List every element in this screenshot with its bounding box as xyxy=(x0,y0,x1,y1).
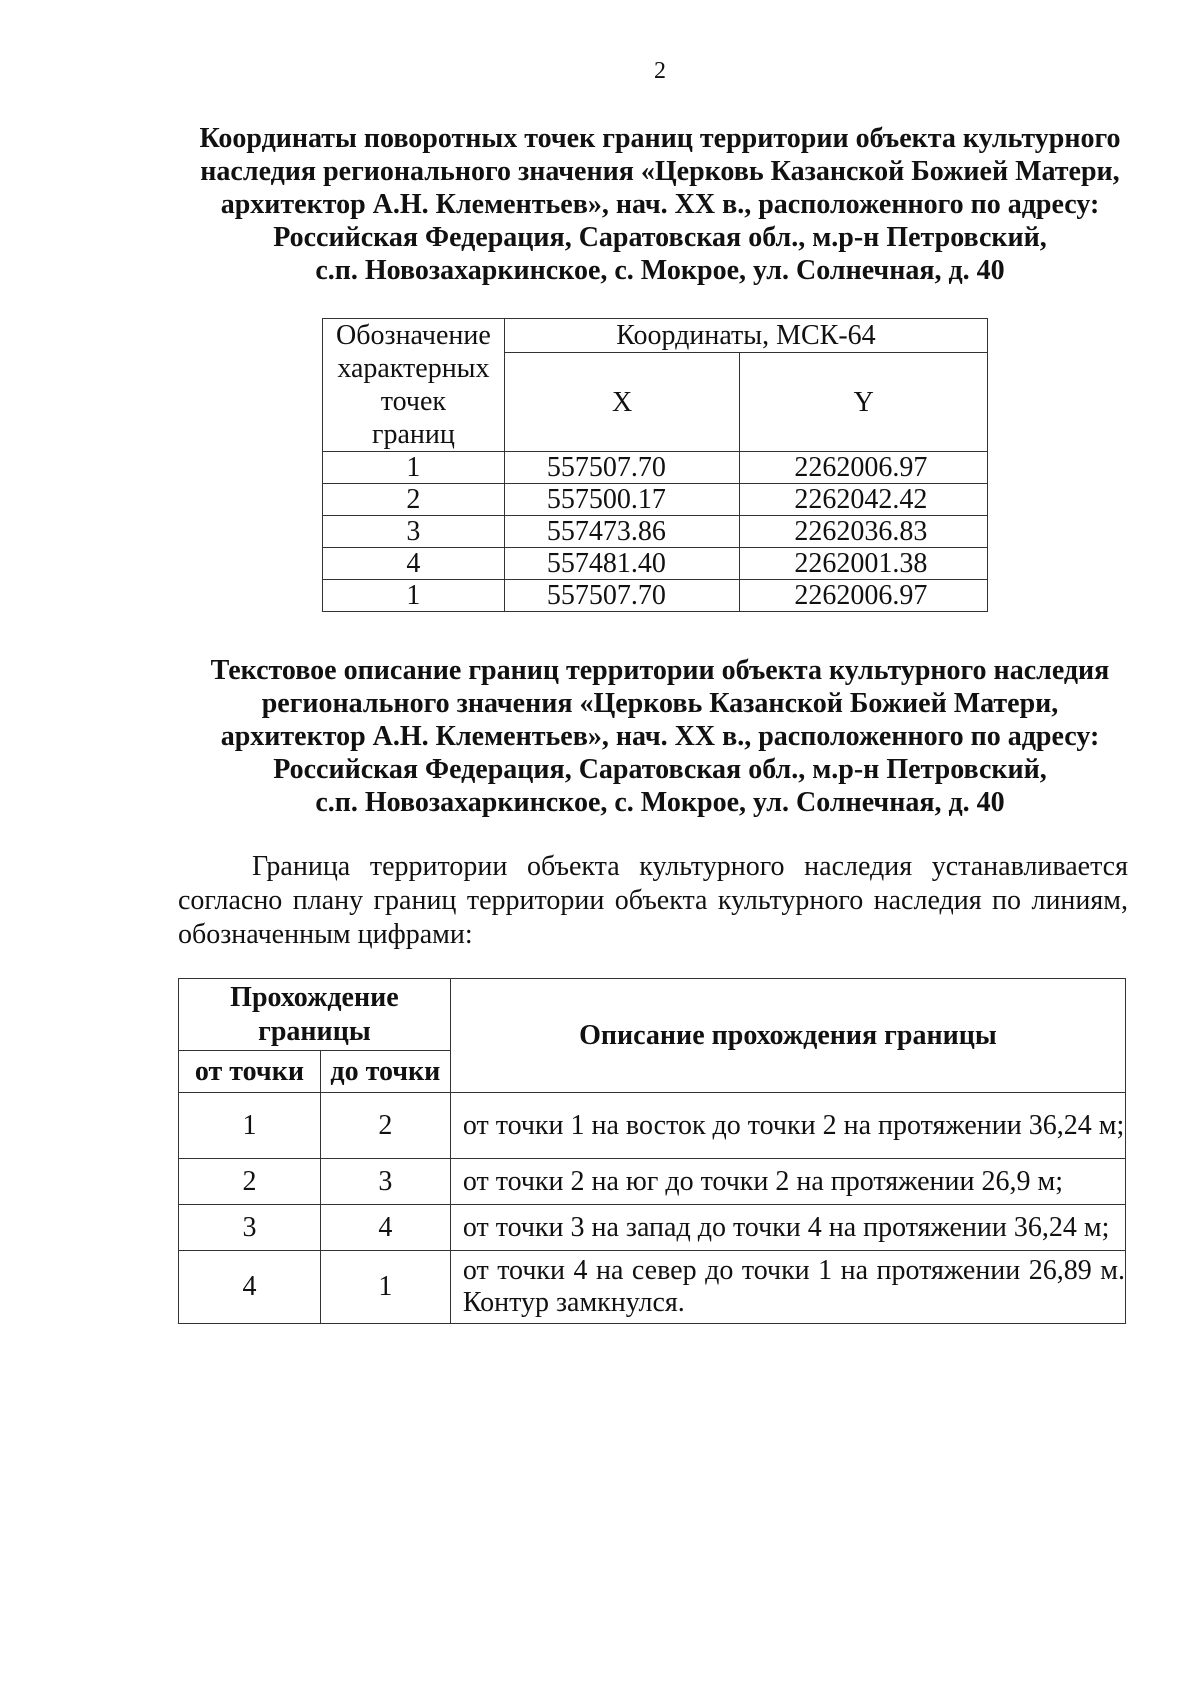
table-row xyxy=(323,580,988,612)
point-cell: 2 xyxy=(323,484,505,516)
to-cell: 2 xyxy=(320,1093,450,1159)
y-header: Y xyxy=(740,353,988,452)
coordinates-title xyxy=(150,122,1170,287)
table-row xyxy=(179,1159,1126,1205)
table-row xyxy=(179,1251,1126,1324)
from-cell: 2 xyxy=(179,1159,321,1205)
table-row xyxy=(323,452,988,484)
x-cell: 557507.70 xyxy=(504,580,740,612)
table-row xyxy=(323,516,988,548)
title-line: наследия регионального значения «Церковь Казанской Божией Матери, xyxy=(200,156,1120,187)
title-line: Координаты поворотных точек границ территории объекта культурного xyxy=(199,123,1121,154)
description-title xyxy=(150,654,1170,819)
title-line: архитектор А.Н. Клементьев», нач. ХХ в., расположенного по адресу: xyxy=(220,721,1100,752)
title-line: с.п. Новозахаркинское, с. Мокрое, ул. Солнечная, д. 40 xyxy=(315,255,1005,286)
from-cell: 4 xyxy=(179,1251,321,1324)
coordinates-header: Координаты, МСК-64 xyxy=(504,319,987,353)
to-cell: 1 xyxy=(320,1251,450,1324)
title-line: с.п. Новозахаркинское, с. Мокрое, ул. Солнечная, д. 40 xyxy=(315,787,1005,818)
title-line: Российская Федерация, Саратовская обл., м.р-н Петровский, xyxy=(273,222,1047,253)
title-line: архитектор А.Н. Клементьев», нач. ХХ в., расположенного по адресу: xyxy=(220,189,1100,220)
boundary-paragraph: Граница территории объекта культурного наследия устанавливается согласно плану границ территории объекта культурного наследия по линиям, обозначенным цифрами: xyxy=(178,851,1128,950)
description-cell: от точки 4 на север до точки 1 на протяжении 26,89 м. Контур замкнулся. xyxy=(450,1251,1125,1324)
description-cell: от точки 2 на юг до точки 2 на протяжении 26,9 м; xyxy=(450,1159,1125,1205)
x-header: X xyxy=(504,353,740,452)
coordinates-table xyxy=(322,318,988,612)
title-line: Текстовое описание границ территории объекта культурного наследия xyxy=(210,655,1110,686)
point-cell: 1 xyxy=(323,580,505,612)
boundary-description-table xyxy=(178,978,1126,1324)
passage-header: Прохождение границы xyxy=(179,979,451,1051)
to-cell: 4 xyxy=(320,1205,450,1251)
x-cell: 557507.70 xyxy=(504,452,740,484)
y-cell: 2262036.83 xyxy=(740,516,988,548)
page-number: 2 xyxy=(654,58,666,84)
point-designation-header: Обозначение характерных точек границ xyxy=(323,319,505,452)
table-row xyxy=(323,548,988,580)
point-cell: 3 xyxy=(323,516,505,548)
from-cell: 3 xyxy=(179,1205,321,1251)
to-cell: 3 xyxy=(320,1159,450,1205)
x-cell: 557500.17 xyxy=(504,484,740,516)
y-cell: 2262001.38 xyxy=(740,548,988,580)
x-cell: 557481.40 xyxy=(504,548,740,580)
title-line: Российская Федерация, Саратовская обл., м.р-н Петровский, xyxy=(273,754,1047,785)
title-line: регионального значения «Церковь Казанской Божией Матери, xyxy=(261,688,1059,719)
description-header: Описание прохождения границы xyxy=(450,979,1125,1093)
x-cell: 557473.86 xyxy=(504,516,740,548)
y-cell: 2262042.42 xyxy=(740,484,988,516)
table-row xyxy=(179,1093,1126,1159)
y-cell: 2262006.97 xyxy=(740,452,988,484)
from-cell: 1 xyxy=(179,1093,321,1159)
y-cell: 2262006.97 xyxy=(740,580,988,612)
description-cell: от точки 1 на восток до точки 2 на протяжении 36,24 м; xyxy=(450,1093,1125,1159)
from-point-header: от точки xyxy=(179,1051,321,1093)
table-row xyxy=(179,1205,1126,1251)
table-row xyxy=(323,484,988,516)
to-point-header: до точки xyxy=(320,1051,450,1093)
description-cell: от точки 3 на запад до точки 4 на протяжении 36,24 м; xyxy=(450,1205,1125,1251)
point-cell: 1 xyxy=(323,452,505,484)
point-cell: 4 xyxy=(323,548,505,580)
